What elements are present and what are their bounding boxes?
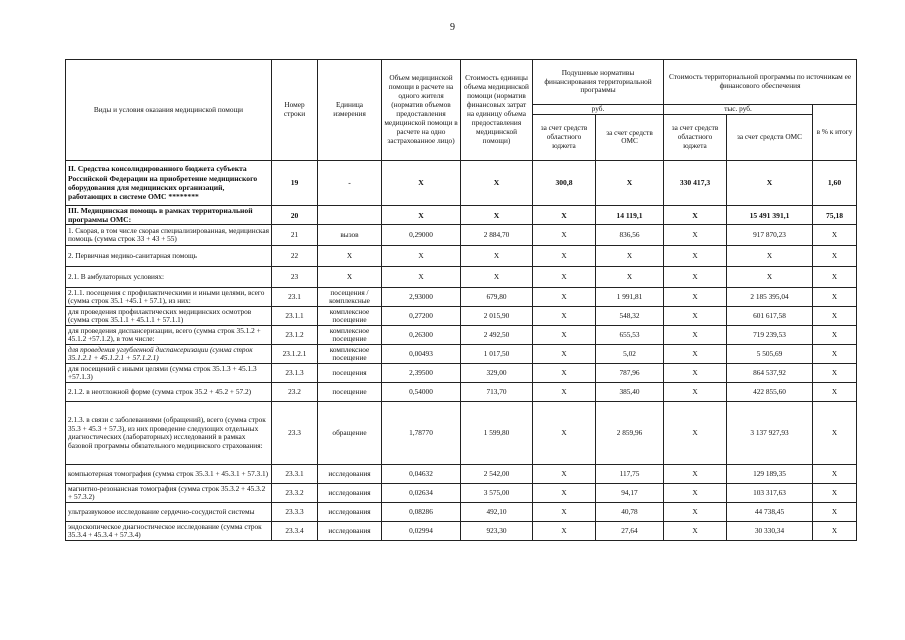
row-tc-budget: Х	[664, 288, 727, 307]
row-volume: 2,93000	[382, 288, 461, 307]
row-tc-budget: Х	[664, 225, 727, 246]
row-pc-budget: 300,8	[533, 160, 596, 205]
row-tc-oms: 719 239,53	[727, 326, 813, 345]
row-name: II. Средства консолидированного бюджета субъекта Российской Федерации на приобретение медицинского оборудования для медицинских организаций, работающих в системе ОМС ********	[66, 160, 272, 205]
header-percent: в % к итогу	[813, 105, 857, 161]
row-tc-oms: Х	[727, 246, 813, 267]
row-unit: обращение	[318, 402, 382, 465]
row-tc-oms: 917 870,23	[727, 225, 813, 246]
row-number: 23.3	[272, 402, 318, 465]
row-tc-oms: 2 185 395,04	[727, 288, 813, 307]
row-pc-budget: Х	[533, 364, 596, 383]
table-row	[66, 205, 857, 225]
row-name: для проведения диспансеризации, всего (сумма строк 35.1.2 + 45.1.2 +57.1.2), в том числе:	[66, 326, 272, 345]
row-tc-oms: 15 491 391,1	[727, 205, 813, 225]
row-tc-budget: Х	[664, 383, 727, 402]
row-tc-budget: Х	[664, 205, 727, 225]
row-pc-oms: 787,96	[596, 364, 664, 383]
row-pc-budget: Х	[533, 465, 596, 484]
row-name: для посещений с иными целями (сумма строк 35.1.3 + 45.1.3 +57.1.3)	[66, 364, 272, 383]
header-pc-oms: за счет средств ОМС	[596, 114, 664, 160]
row-unit-cost: Х	[461, 267, 533, 288]
row-unit-cost: 923,30	[461, 522, 533, 541]
row-name: для проведения профилактических медицинских осмотров (сумма строк 35.1.1 + 45.1.1 + 57.1.1)	[66, 307, 272, 326]
row-percent: Х	[813, 326, 857, 345]
row-pc-oms: 836,56	[596, 225, 664, 246]
row-tc-budget: Х	[664, 267, 727, 288]
row-name: III. Медицинская помощь в рамках территориальной программы ОМС:	[66, 205, 272, 225]
row-unit: комплексное посещение	[318, 345, 382, 364]
header-tc-budget: за счет средств областного юджета	[664, 114, 727, 160]
row-unit: посещения / комплексные	[318, 288, 382, 307]
row-number: 23.1	[272, 288, 318, 307]
row-pc-budget: Х	[533, 307, 596, 326]
table-row	[66, 225, 857, 246]
row-tc-oms: 30 330,34	[727, 522, 813, 541]
row-name: 1. Скорая, в том числе скорая специализированная, медицинская помощь (сумма строк 33 + 43 + 55)	[66, 225, 272, 246]
row-unit-cost: 1 017,50	[461, 345, 533, 364]
header-unit-cost: Стоимость единицы объема медицинской помощи (норматив финансовых затрат на единицу объема предоставления медицинской помощи)	[461, 60, 533, 161]
row-unit: исследования	[318, 484, 382, 503]
row-percent: Х	[813, 267, 857, 288]
row-percent: Х	[813, 246, 857, 267]
row-unit-cost: 2 542,00	[461, 465, 533, 484]
row-tc-budget: Х	[664, 246, 727, 267]
row-name: для проведения углубленной диспансеризации (сумма строк 35.1.2.1 + 45.1.2.1 + 57.1.2.1)	[66, 345, 272, 364]
row-pc-oms: 94,17	[596, 484, 664, 503]
row-pc-budget: Х	[533, 267, 596, 288]
row-volume: 1,78770	[382, 402, 461, 465]
row-percent: 75,18	[813, 205, 857, 225]
row-volume: Х	[382, 205, 461, 225]
row-percent: Х	[813, 402, 857, 465]
row-pc-oms: 117,75	[596, 465, 664, 484]
table-row	[66, 326, 857, 345]
row-percent: Х	[813, 345, 857, 364]
row-name: 2.1. В амбулаторных условиях:	[66, 267, 272, 288]
row-pc-oms: 385,40	[596, 383, 664, 402]
row-tc-budget: Х	[664, 465, 727, 484]
row-tc-budget: Х	[664, 402, 727, 465]
row-tc-oms: 5 505,69	[727, 345, 813, 364]
row-tc-oms: 864 537,92	[727, 364, 813, 383]
row-volume: 0,02994	[382, 522, 461, 541]
row-unit: комплексное посещение	[318, 326, 382, 345]
row-unit-cost: 713,70	[461, 383, 533, 402]
row-percent: Х	[813, 225, 857, 246]
table-row	[66, 288, 857, 307]
row-tc-oms: 103 317,63	[727, 484, 813, 503]
row-tc-budget: Х	[664, 484, 727, 503]
row-unit-cost: 679,80	[461, 288, 533, 307]
row-tc-oms: 3 137 927,93	[727, 402, 813, 465]
row-pc-oms: 40,78	[596, 503, 664, 522]
row-number: 23.3.3	[272, 503, 318, 522]
row-unit: Х	[318, 246, 382, 267]
row-unit-cost: 3 575,00	[461, 484, 533, 503]
row-name: компьютерная томография (сумма строк 35.3.1 + 45.3.1 + 57.3.1)	[66, 465, 272, 484]
table-row	[66, 402, 857, 465]
row-volume: Х	[382, 160, 461, 205]
row-pc-budget: Х	[533, 225, 596, 246]
row-name: эндоскопическое диагностическое исследование (сумма строк 35.3.4 + 45.3.4 + 57.3.4)	[66, 522, 272, 541]
row-name: магнитно-резонансная томография (сумма строк 35.3.2 + 45.3.2 + 57.3.2)	[66, 484, 272, 503]
row-tc-oms: 601 617,58	[727, 307, 813, 326]
table-row	[66, 307, 857, 326]
row-tc-oms: 44 738,45	[727, 503, 813, 522]
table-row	[66, 345, 857, 364]
row-number: 23.1.2.1	[272, 345, 318, 364]
program-cost-table	[65, 59, 857, 541]
row-pc-budget: Х	[533, 205, 596, 225]
row-pc-budget: Х	[533, 503, 596, 522]
row-unit: посещения	[318, 364, 382, 383]
row-unit-cost: 2 884,70	[461, 225, 533, 246]
row-tc-oms: 422 855,60	[727, 383, 813, 402]
row-percent: 1,60	[813, 160, 857, 205]
row-volume: 0,26300	[382, 326, 461, 345]
row-unit: Х	[318, 267, 382, 288]
row-number: 23.1.2	[272, 326, 318, 345]
row-pc-oms: 5,02	[596, 345, 664, 364]
row-number: 23.3.2	[272, 484, 318, 503]
row-pc-budget: Х	[533, 326, 596, 345]
row-tc-budget: Х	[664, 345, 727, 364]
row-percent: Х	[813, 484, 857, 503]
header-unit-thousand-rub: тыс. руб.	[664, 105, 813, 115]
row-tc-oms: Х	[727, 267, 813, 288]
row-tc-budget: Х	[664, 326, 727, 345]
row-pc-oms: 1 991,81	[596, 288, 664, 307]
row-name: 2.1.3. в связи с заболеваниями (обращений), всего (сумма строк 35.3 + 45.3 + 57.3), из них проведение следующих отдельных диагностических (лабораторных) исследований в рамках базовой программы обязательного медицинского страхования:	[66, 402, 272, 465]
header-program-cost-group: Стоимость территориальной программы по источникам ее финансового обеспечения	[664, 60, 857, 105]
row-name: ультразвуковое исследование сердечно-сосудистой системы	[66, 503, 272, 522]
row-percent: Х	[813, 522, 857, 541]
row-pc-budget: Х	[533, 484, 596, 503]
row-unit-cost: 329,00	[461, 364, 533, 383]
row-percent: Х	[813, 364, 857, 383]
row-volume: 0,29000	[382, 225, 461, 246]
row-pc-oms: Х	[596, 246, 664, 267]
row-pc-oms: 27,64	[596, 522, 664, 541]
page-number: 9	[450, 22, 455, 33]
row-tc-budget: Х	[664, 522, 727, 541]
row-volume: 0,27200	[382, 307, 461, 326]
row-unit-cost: 2 492,50	[461, 326, 533, 345]
table-row	[66, 246, 857, 267]
row-percent: Х	[813, 307, 857, 326]
row-pc-oms: Х	[596, 267, 664, 288]
table-row	[66, 160, 857, 205]
row-unit-cost: Х	[461, 205, 533, 225]
table-row	[66, 364, 857, 383]
row-volume: 0,04632	[382, 465, 461, 484]
row-unit: комплексное посещение	[318, 307, 382, 326]
row-unit-cost: Х	[461, 160, 533, 205]
row-pc-oms: 548,32	[596, 307, 664, 326]
row-percent: Х	[813, 288, 857, 307]
row-volume: 0,08286	[382, 503, 461, 522]
row-unit	[318, 205, 382, 225]
row-unit: вызов	[318, 225, 382, 246]
row-pc-budget: Х	[533, 383, 596, 402]
row-tc-budget: Х	[664, 307, 727, 326]
row-tc-budget: 330 417,3	[664, 160, 727, 205]
row-number: 23.3.1	[272, 465, 318, 484]
row-volume: Х	[382, 246, 461, 267]
row-number: 20	[272, 205, 318, 225]
header-tc-oms: за счет средств ОМС	[727, 114, 813, 160]
header-types: Виды и условия оказания медицинской помощи	[66, 60, 272, 161]
row-percent: Х	[813, 465, 857, 484]
row-unit-cost: Х	[461, 246, 533, 267]
row-number: 23	[272, 267, 318, 288]
row-volume: 2,39500	[382, 364, 461, 383]
row-pc-oms: Х	[596, 160, 664, 205]
header-per-capita-group: Подушевые нормативы финансирования территориальной программы	[533, 60, 664, 105]
row-volume: Х	[382, 267, 461, 288]
table-row	[66, 267, 857, 288]
row-volume: 0,02634	[382, 484, 461, 503]
table-row	[66, 522, 857, 541]
row-unit-cost: 1 599,80	[461, 402, 533, 465]
row-volume: 0,54000	[382, 383, 461, 402]
row-pc-oms: 2 859,96	[596, 402, 664, 465]
row-pc-oms: 655,53	[596, 326, 664, 345]
row-unit: посещение	[318, 383, 382, 402]
row-pc-oms: 14 119,1	[596, 205, 664, 225]
row-tc-oms: Х	[727, 160, 813, 205]
row-percent: Х	[813, 383, 857, 402]
row-pc-budget: Х	[533, 402, 596, 465]
row-number: 22	[272, 246, 318, 267]
row-tc-budget: Х	[664, 503, 727, 522]
row-percent: Х	[813, 503, 857, 522]
row-number: 23.1.1	[272, 307, 318, 326]
row-tc-budget: Х	[664, 364, 727, 383]
row-name: 2.1.1. посещения с профилактическими и иными целями, всего (сумма строк 35.1 +45.1 + 57.1), из них:	[66, 288, 272, 307]
row-number: 23.3.4	[272, 522, 318, 541]
row-pc-budget: Х	[533, 246, 596, 267]
header-volume: Объем медицинской помощи в расчете на одного жителя (норматив объемов предоставления медицинской помощи в расчете на одно застрахованное лицо)	[382, 60, 461, 161]
row-volume: 0,00493	[382, 345, 461, 364]
table-row	[66, 465, 857, 484]
row-number: 21	[272, 225, 318, 246]
row-number: 19	[272, 160, 318, 205]
row-unit: исследования	[318, 503, 382, 522]
table-row	[66, 484, 857, 503]
row-unit: исследования	[318, 522, 382, 541]
row-unit-cost: 492,10	[461, 503, 533, 522]
row-unit: исследования	[318, 465, 382, 484]
table-row	[66, 503, 857, 522]
row-pc-budget: Х	[533, 345, 596, 364]
row-name: 2.1.2. в неотложной форме (сумма строк 35.2 + 45.2 + 57.2)	[66, 383, 272, 402]
row-pc-budget: Х	[533, 288, 596, 307]
header-row-number: Номер строки	[272, 60, 318, 161]
row-tc-oms: 129 189,35	[727, 465, 813, 484]
row-number: 23.1.3	[272, 364, 318, 383]
header-pc-budget: за счет средств областного юджета	[533, 114, 596, 160]
table-row	[66, 383, 857, 402]
row-unit: -	[318, 160, 382, 205]
header-unit: Единица измерения	[318, 60, 382, 161]
row-pc-budget: Х	[533, 522, 596, 541]
row-name: 2. Первичная медико-санитарная помощь	[66, 246, 272, 267]
row-unit-cost: 2 015,90	[461, 307, 533, 326]
row-number: 23.2	[272, 383, 318, 402]
header-unit-rub: руб.	[533, 105, 664, 115]
